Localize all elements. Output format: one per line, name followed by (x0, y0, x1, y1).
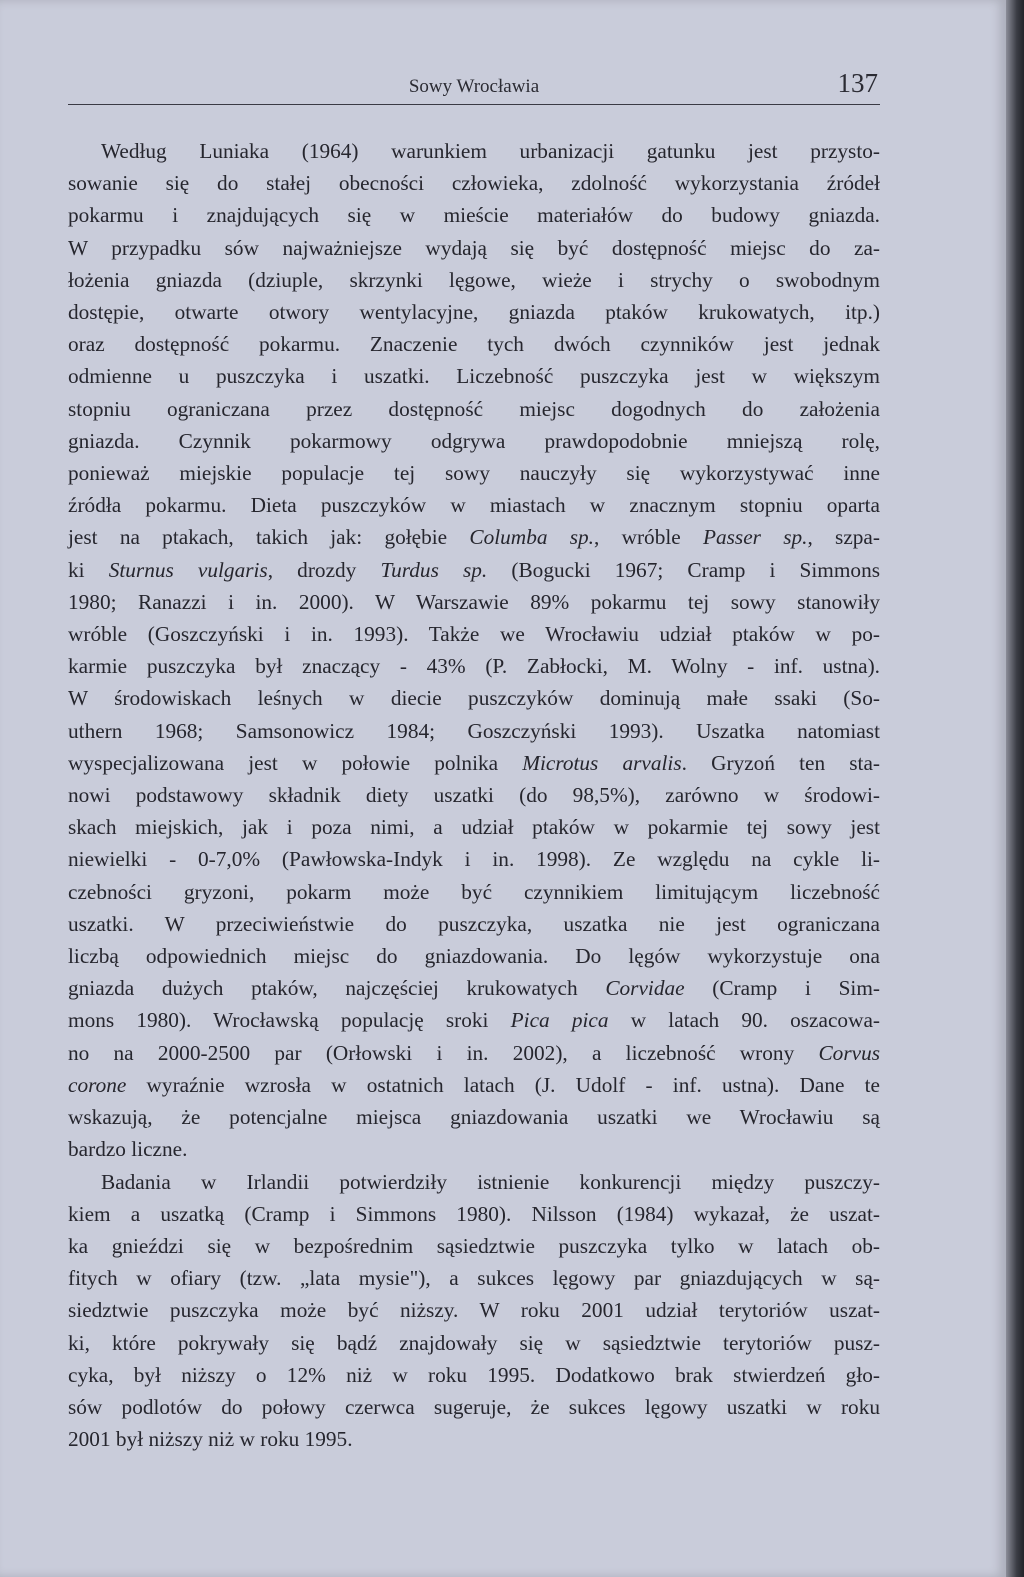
text-run: w latach 90. oszacowa- (608, 1008, 880, 1033)
text-line (68, 972, 880, 1004)
text-run: ki (68, 557, 109, 582)
italic-taxon: corone (68, 1072, 127, 1097)
text-line (68, 1327, 880, 1359)
text-run: dostępie, otwarte otwory wentylacyjne, gniazda ptaków krukowatych, itp.) (68, 300, 880, 325)
page-edge (1006, 0, 1024, 1577)
text-line (68, 264, 880, 296)
italic-taxon: Corvus (818, 1040, 880, 1065)
text-run: . Gryzoń ten sta- (681, 750, 881, 775)
text-line (68, 618, 880, 650)
text-line (68, 843, 880, 875)
paragraph (68, 1166, 880, 1456)
text-line (68, 1166, 880, 1198)
italic-taxon: Corvidae (605, 976, 685, 1001)
text-run: , szpa- (807, 525, 880, 550)
text-line (68, 1198, 880, 1230)
text-run: ka gnieździ się w bezpośrednim sąsiedztwie puszczyka tylko w latach ob- (68, 1233, 880, 1258)
text-run: jest na ptakach, takich jak: gołębie (68, 525, 470, 550)
text-run: cyka, był niższy o 12% niż w roku 1995. Dodatkowo brak stwierdzeń gło- (68, 1362, 880, 1387)
text-line (68, 682, 880, 714)
text-run: (Bogucki 1967; Cramp i Simmons (487, 557, 881, 582)
text-run: skach miejskich, jak i poza nimi, a udział ptaków w pokarmie tej sowy jest (68, 815, 880, 840)
text-line (68, 1423, 880, 1455)
body-text (68, 135, 880, 1455)
text-run: czebności gryzoni, pokarm może być czynnikiem limitującym liczebność (68, 879, 880, 904)
italic-taxon: Passer sp. (702, 525, 808, 550)
text-line (68, 328, 880, 360)
text-line (68, 1069, 880, 1101)
text-run: wyraźnie wzrosła w ostatnich latach (J. Udolf - inf. ustna). Dane te (126, 1072, 880, 1097)
text-line (68, 876, 880, 908)
text-line (68, 779, 880, 811)
text-line (68, 457, 880, 489)
text-run: odmienne u puszczyka i uszatki. Liczebność puszczyka jest w większym (68, 364, 880, 389)
text-line (68, 425, 880, 457)
text-run: 1980; Ranazzi i in. 2000). W Warszawie 89% pokarmu tej sowy stanowiły (68, 589, 880, 614)
running-head (68, 66, 880, 105)
text-run: 2001 był niższy niż w roku 1995. (68, 1427, 353, 1452)
text-run: nowi podstawowy składnik diety uszatki (do 98,5%), zarówno w środowi- (68, 783, 880, 808)
text-run: niewielki - 0-7,0% (Pawłowska-Indyk i in. 1998). Ze względu na cykle li- (68, 847, 880, 872)
text-line (68, 1133, 880, 1165)
text-line (68, 521, 880, 553)
italic-taxon: Columba sp. (469, 525, 594, 550)
text-run: wróble (Goszczyński i in. 1993). Także we Wrocławiu udział ptaków w po- (68, 622, 880, 647)
text-line (68, 1037, 880, 1069)
italic-taxon: Pica pica (510, 1008, 609, 1033)
page-number: 137 (837, 68, 878, 98)
italic-taxon: Microtus arvalis (522, 750, 682, 775)
running-title: Sowy Wrocławia (408, 76, 540, 97)
text-line (68, 360, 880, 392)
text-run: bardzo liczne. (68, 1137, 188, 1162)
text-line (68, 1101, 880, 1133)
text-line (68, 1359, 880, 1391)
text-run: źródła pokarmu. Dieta puszczyków w miastach w znacznym stopniu oparta (68, 493, 880, 518)
text-line (68, 1004, 880, 1036)
text-line (68, 586, 880, 618)
text-line (68, 296, 880, 328)
text-line (68, 747, 880, 779)
text-run: Badania w Irlandii potwierdziły istnienie konkurencji między puszczy- (101, 1169, 880, 1194)
text-line (68, 554, 880, 586)
text-run: łożenia gniazda (dziuple, skrzynki lęgowe, wieże i strychy o swobodnym (68, 267, 880, 292)
text-line (68, 393, 880, 425)
text-run: gniazda dużych ptaków, najczęściej krukowatych (68, 976, 606, 1001)
italic-taxon: Turdus sp. (380, 557, 488, 582)
text-run: sowanie się do stałej obecności człowieka, zdolność wykorzystania źródeł (68, 171, 880, 196)
text-run: , wróble (594, 525, 703, 550)
text-run: wyspecjalizowana jest w połowie polnika (68, 750, 523, 775)
text-line (68, 1230, 880, 1262)
text-run: gniazda. Czynnik pokarmowy odgrywa prawdopodobnie mniejszą rolę, (68, 428, 880, 453)
text-run: uthern 1968; Samsonowicz 1984; Goszczyński 1993). Uszatka natomiast (68, 718, 880, 743)
text-run: oraz dostępność pokarmu. Znaczenie tych dwóch czynników jest jednak (68, 332, 880, 357)
text-line (68, 1294, 880, 1326)
text-run: karmie puszczyka był znaczący - 43% (P. Zabłocki, M. Wolny - inf. ustna). (68, 654, 880, 679)
text-line (68, 199, 880, 231)
text-run: no na 2000-2500 par (Orłowski i in. 2002), a liczebność wrony (68, 1040, 819, 1065)
text-run: (Cramp i Sim- (684, 976, 880, 1001)
text-line (68, 1262, 880, 1294)
text-line (68, 1391, 880, 1423)
text-line (68, 940, 880, 972)
text-run: pokarmu i znajdujących się w mieście materiałów do budowy gniazda. (68, 203, 880, 228)
text-line (68, 489, 880, 521)
text-line (68, 908, 880, 940)
text-run: wskazują, że potencjalne miejsca gniazdowania uszatki we Wrocławiu są (68, 1105, 880, 1130)
text-line (68, 232, 880, 264)
text-line (68, 811, 880, 843)
text-run: mons 1980). Wrocławską populację sroki (68, 1008, 511, 1033)
text-line (68, 715, 880, 747)
text-run: uszatki. W przeciwieństwie do puszczyka, uszatka nie jest ograniczana (68, 911, 880, 936)
text-run: ponieważ miejskie populacje tej sowy nauczyły się wykorzystywać inne (68, 461, 880, 486)
text-line (68, 650, 880, 682)
text-run: W przypadku sów najważniejsze wydają się być dostępność miejsc do za- (68, 235, 880, 260)
italic-taxon: Sturnus vulgaris (108, 557, 268, 582)
text-line (68, 167, 880, 199)
text-line (68, 135, 880, 167)
text-run: W środowiskach leśnych w diecie puszczyków dominują małe ssaki (So- (68, 686, 880, 711)
text-run: sów podlotów do połowy czerwca sugeruje, że sukces lęgowy uszatki w roku (68, 1394, 880, 1419)
text-run: liczbą odpowiednich miejsc do gniazdowania. Do lęgów wykorzystuje ona (68, 944, 880, 969)
text-run: stopniu ograniczana przez dostępność miejsc dogodnych do założenia (68, 396, 880, 421)
paragraph (68, 135, 880, 1166)
text-run: kiem a uszatką (Cramp i Simmons 1980). Nilsson (1984) wykazał, że uszat- (68, 1201, 880, 1226)
text-run: fitych w ofiary (tzw. „lata mysie"), a sukces lęgowy par gniazdujących w są- (68, 1266, 880, 1291)
text-run: siedztwie puszczyka może być niższy. W roku 2001 udział terytoriów uszat- (68, 1298, 880, 1323)
text-run: ki, które pokrywały się bądź znajdowały się w sąsiedztwie terytoriów pusz- (68, 1330, 880, 1355)
text-run: , drozdy (267, 557, 381, 582)
text-run: Według Luniaka (1964) warunkiem urbanizacji gatunku jest przysto- (101, 139, 880, 163)
